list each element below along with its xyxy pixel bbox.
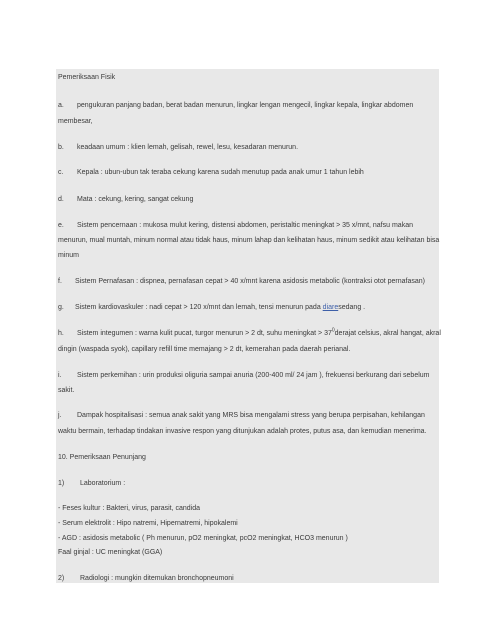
item-c: c. Kepala : ubun-ubun tak teraba cekung karena sudah menutup pada anak umur 1 tahun lebih	[58, 169, 364, 176]
item-j-line2: waktu bermain, terhadap tindakan invasive respon yang ditunjukan adalah protes, putus asa, dan kemudian menerima.	[58, 428, 427, 435]
item-i-line1: i. Sistem perkemihan : urin produksi oliguria sampai anuria (200-400 ml/ 24 jam ), frekuensi berkurang dari sebelum	[58, 372, 430, 379]
lab-heading: 1) Laboratorium :	[58, 480, 126, 487]
item-a-line1: a. pengukuran panjang badan, berat badan menurun, lingkar lengan mengecil, lingkar kepala, lingkar abdomen	[58, 102, 414, 109]
faal-ginjal: Faal ginjal : UC meningkat (GGA)	[58, 549, 163, 556]
lab-bullet-2: - Serum elektrolit : Hipo natremi, Hipernatremi, hipokalemi	[58, 520, 238, 527]
item-d: d. Mata : cekung, kering, sangat cekung	[58, 196, 194, 203]
section-heading: Pemeriksaan Fisik	[58, 74, 116, 81]
item-f: f. Sistem Pernafasan : dispnea, pernafasan cepat > 40 x/mnt karena asidosis metabolic (kontraksi otot pernafasan)	[58, 278, 425, 285]
item-h-line1: h. Sistem integumen : warna kulit pucat, turgor menurun > 2 dt, suhu meningkat > $37^0derajat$ celsius, akral hangat, akral	[58, 327, 441, 337]
item-j-line1: j. Dampak hospitalisasi : semua anak sakit yang MRS bisa mengalami stress yang berupa perpisahan, kehilangan	[58, 412, 425, 419]
diare-link[interactable]: diare	[322, 304, 339, 311]
item-h-line2: dingin (waspada syok), capillary refill time memajang > 2 dt, kemerahan pada daerah perianal.	[58, 346, 351, 353]
item-e-line3: minum	[58, 252, 80, 259]
item-a-line2: membesar,	[58, 118, 93, 125]
item-g: g. Sistem kardiovaskuler : nadi cepat > 120 x/mnt dan lemah, tensi menurun pada diaresedang .	[58, 304, 366, 311]
radiologi: 2) Radiologi : mungkin ditemukan bronchopneumoni	[58, 575, 234, 582]
section10-title: 10. Pemeriksaan Penunjang	[58, 454, 146, 461]
item-e-line2: menurun, mual muntah, minum normal atau tidak haus, minum lahap dan kelihatan haus, minum sedikit atau kelihatan bisa	[58, 237, 440, 244]
item-b: b. keadaan umum : klien lemah, gelisah, rewel, lesu, kesadaran menurun.	[58, 144, 299, 151]
item-e-line1: e. Sistem pencernaan : mukosa mulut kering, distensi abdomen, peristaltic meningkat > 35 x/mnt, nafsu makan	[58, 222, 413, 229]
lab-bullet-1: - Feses kultur : Bakteri, virus, parasit, candida	[58, 505, 200, 512]
lab-bullet-3: - AGD : asidosis metabolic ( Ph menurun, pO2 meningkat, pcO2 meningkat, HCO3 menurun )	[58, 535, 348, 542]
item-i-line2: sakit.	[58, 387, 75, 394]
